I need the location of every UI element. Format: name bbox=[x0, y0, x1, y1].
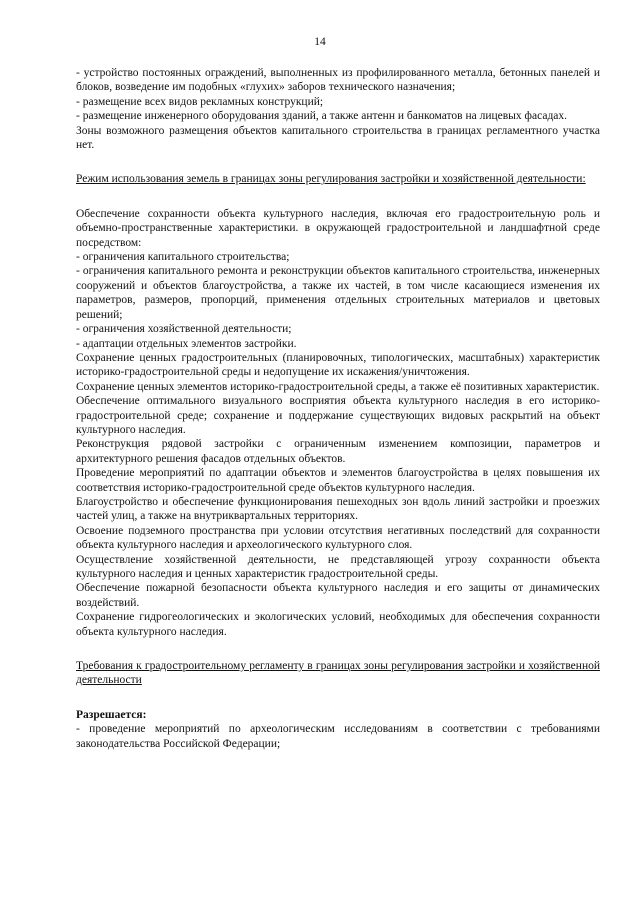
paragraph: Реконструкция рядовой застройки с ограниченным изменением композиции, параметров и архитектурного решения фасадов отдельных объектов. bbox=[76, 438, 600, 465]
section-heading: Требования к градостроительному регламенту в границах зоны регулирования застройки и хозяйственной деятельности bbox=[76, 660, 600, 687]
list-item: - ограничения хозяйственной деятельности; bbox=[76, 323, 292, 336]
paragraph: Сохранение ценных градостроительных (планировочных, типологических, масштабных) характеристик историко-градостроительной среды и недопущение их искажения/уничтожения. bbox=[76, 351, 600, 379]
paragraph: Сохранение ценных элементов историко-градостроительной среды, а также её позитивных характеристик. bbox=[76, 380, 600, 393]
paragraph: Зоны возможного размещения объектов капитального строительства в границах регламентного участка нет. bbox=[76, 124, 600, 152]
paragraph: Обеспечение оптимального визуального восприятия объекта культурного наследия в его историко-градостроительной среде; сохранение и поддержание существующих видовых раскрытий на объект культурного наследия. bbox=[76, 395, 600, 436]
document-body bbox=[76, 66, 600, 751]
list-item: - размещение всех видов рекламных конструкций; bbox=[76, 95, 324, 108]
paragraph: Благоустройство и обеспечение функционирования пешеходных зон вдоль линий застройки и проезжих частей улиц, а также на внутриквартальных территориях. bbox=[76, 495, 600, 523]
paragraph: Сохранение гидрогеологических и экологических условий, необходимых для обеспечения сохранности объекта культурного наследия. bbox=[76, 611, 600, 638]
paragraph: Обеспечение пожарной безопасности объекта культурного наследия и его защиты от динамических воздействий. bbox=[76, 582, 600, 609]
list-item: - проведение мероприятий по археологическим исследованиям в соответствии с требованиями законодательства Российской Федерации; bbox=[76, 723, 600, 750]
list-item: - устройство постоянных ограждений, выполненных из профилированного металла, бетонных панелей и блоков, возведение им подобных «глухих» заборов технического назначения; bbox=[76, 67, 600, 94]
list-item: - размещение инженерного оборудования зданий, а также антенн и банкоматов на лицевых фасадах. bbox=[76, 110, 568, 123]
section-heading: Режим использования земель в границах зоны регулирования застройки и хозяйственной деятельности: bbox=[76, 173, 586, 186]
paragraph: Осуществление хозяйственной деятельности, не представляющей угрозу сохранности объекта культурного наследия и ценных характеристик градостроительной среды. bbox=[76, 553, 600, 580]
page-number: 14 bbox=[314, 36, 326, 48]
allowed-label: Разрешается: bbox=[76, 708, 147, 721]
paragraph: Проведение мероприятий по адаптации объектов и элементов благоустройства в целях повышения их соответствия историко-градостроительной среде объектов культурного наследия. bbox=[76, 467, 600, 494]
paragraph: Обеспечение сохранности объекта культурного наследия, включая его градостроительную роль и объемно-пространственные характеристики. в окружающей градостроительной и ландшафтной среде посредством: bbox=[76, 207, 600, 249]
list-item: - ограничения капитального ремонта и реконструкции объектов капитального строительства, инженерных сооружений и объектов благоустройства, а также их частей, в том числе касающиеся изменения их параметров, размеров, пропорций, применения отдельных строительных материалов и цветовых решений; bbox=[76, 265, 600, 321]
paragraph: Освоение подземного пространства при условии отсутствия негативных последствий для сохранности объекта культурного наследия и археологического культурного слоя. bbox=[76, 524, 600, 552]
list-item: - ограничения капитального строительства; bbox=[76, 251, 290, 264]
list-item: - адаптации отдельных элементов застройки. bbox=[76, 337, 297, 350]
